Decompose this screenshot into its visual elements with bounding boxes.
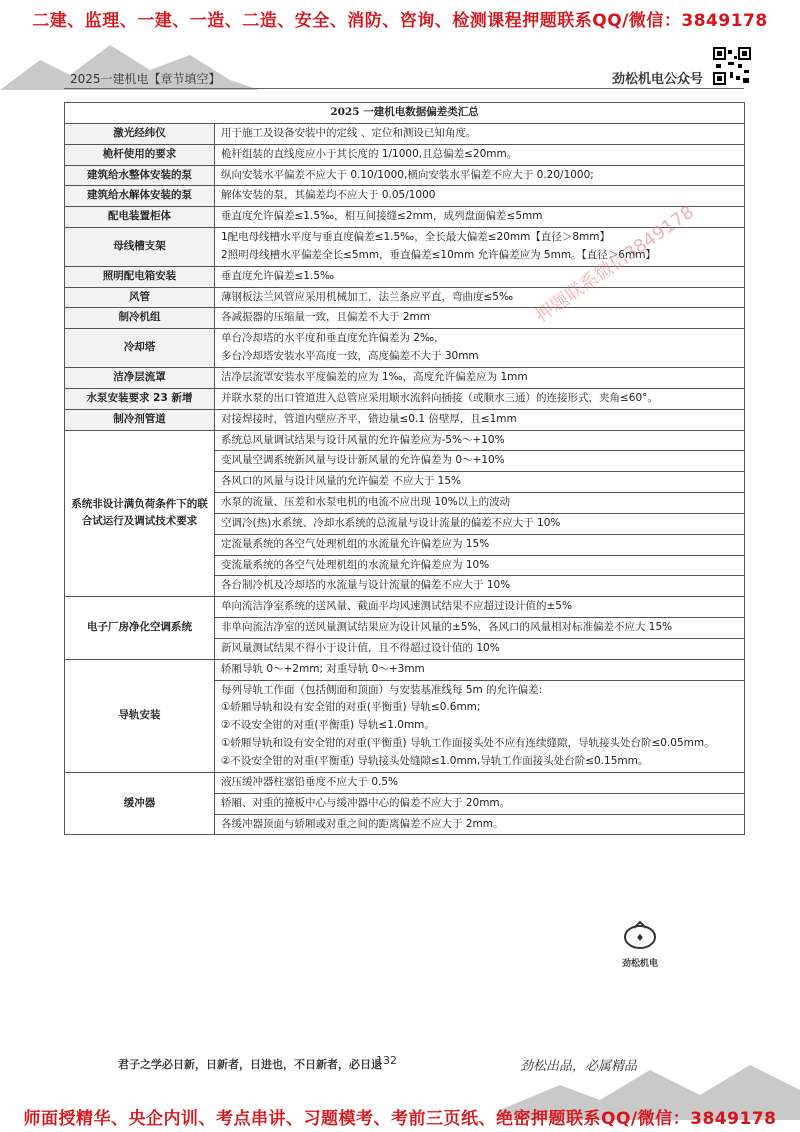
- row-category: 风管: [65, 287, 215, 308]
- account-name: 劲松机电公众号: [612, 72, 704, 87]
- row-content: 各缓冲器顶面与轿厢或对重之间的距离偏差不应大于 2mm。: [215, 814, 745, 835]
- row-content: 洁净层流罩安装水平度偏差的应为 1‰，高度允许偏差应为 1mm: [215, 367, 745, 388]
- group-category-cleanroom: 电子厂房净化空调系统: [65, 597, 215, 660]
- row-content: 用于施工及设备安装中的定线 、定位和测设已知角度。: [215, 123, 745, 144]
- row-content: 桅杆组装的直线度应小于其长度的 1/1000,且总偏差≤20mm。: [215, 144, 745, 165]
- table-row: [65, 597, 745, 618]
- content-line: ②不设安全钳的对重(平衡重) 导轨≤1.0mm。: [221, 719, 435, 732]
- row-category: 激光经纬仪: [65, 123, 215, 144]
- row-content: 非单向流洁净室的送风量测试结果应为设计风量的±5%，各风口的风量相对标准偏差不应大 15%: [215, 618, 745, 639]
- bottom-banner: 师面授精华、央企内训、考点串讲、习题模考、考前三页纸、绝密押题联系QQ/微信：3849178: [23, 1109, 777, 1129]
- footer-quote: 君子之学必日新，日新者，日进也，不日新者，必日退: [118, 1058, 382, 1071]
- page-number: 132: [376, 1054, 397, 1067]
- content-line: ①轿厢导轨和设有安全钳的对重(平衡重) 导轨≤0.6mm;: [221, 701, 481, 714]
- row-content: 液压缓冲器柱塞铅垂度不应大于 0.5%: [215, 772, 745, 793]
- mountain-ink-painting-top-left: [0, 30, 260, 100]
- table-row: [65, 659, 745, 680]
- brand-logo-text: 劲松机电: [621, 959, 658, 969]
- group-category-guide-rail: 导轨安装: [65, 659, 215, 772]
- header-rule: [64, 88, 744, 89]
- row-category: 配电装置柜体: [65, 207, 215, 228]
- chapter-header: 2025一建机电【章节填空】: [70, 72, 221, 86]
- content-line: ②不设安全钳的对重(平衡重) 导轨接头处缝隙≤1.0mm,导轨工作面接头处台阶≤0.15mm。: [221, 755, 649, 767]
- row-category: 制冷剂管道: [65, 409, 215, 430]
- table-row: [65, 144, 745, 165]
- watermark-text: 押题联系微信3849178: [531, 201, 699, 327]
- row-content: 垂直度允许偏差≤1.5‰，相互间接缝≤2mm，成列盘面偏差≤5mm: [215, 207, 745, 228]
- row-category: 建筑给水整体安装的泵: [65, 165, 215, 186]
- deviation-summary-table: [64, 102, 745, 835]
- row-content: 解体安装的泵，其偏差均不应大于 0.05/1000: [215, 186, 745, 207]
- row-content: 纵向安装水平偏差不应大于 0.10/1000,横向安装水平偏差不应大于 0.20/1000;: [215, 165, 745, 186]
- row-content: 薄钢板法兰风管应采用机械加工，法兰条应平直，弯曲度≤5‰: [215, 287, 745, 308]
- row-content: 定流量系统的各空气处理机组的水流量允许偏差应为 15%: [215, 534, 745, 555]
- document-title: 2025 一建机电数据偏差类汇总: [65, 103, 745, 124]
- row-content: 单向流洁净室系统的送风量、截面平均风速测试结果不应超过设计值的±5%: [215, 597, 745, 618]
- content-line: ①轿厢导轨和设有安全钳的对重(平衡重) 导轨工作面接头处不应有连续缝隙，导轨接头处台阶≤0.05mm。: [221, 737, 715, 750]
- group-category-buffer: 缓冲器: [65, 772, 215, 835]
- row-content: 并联水泵的出口管道进入总管应采用顺水流斜向插接（或顺水三通）的连接形式，夹角≤60°。: [215, 388, 745, 409]
- row-content: 对接焊接时，管道内壁应齐平，错边量≤0.1 倍壁厚，且≤1mm: [215, 409, 745, 430]
- table-row: [65, 287, 745, 308]
- table-row: [65, 308, 745, 329]
- row-content: 各风口的风量与设计风量的允许偏差 不应大于 15%: [215, 472, 745, 493]
- row-category: 水泵安装要求 23 新增: [65, 388, 215, 409]
- row-content: [215, 680, 745, 772]
- row-content: 轿厢导轨 0～+2mm; 对重导轨 0～+3mm: [215, 659, 745, 680]
- row-content: 水泵的流量、压差和水泵电机的电流不应出现 10%以上的波动: [215, 493, 745, 514]
- row-content: 各减振器的压缩量一致，且偏差不大于 2mm: [215, 308, 745, 329]
- table-row: [65, 409, 745, 430]
- svg-text:♦: ♦: [635, 933, 645, 944]
- table-row: [65, 772, 745, 793]
- row-content: [215, 329, 745, 368]
- row-category: 照明配电箱安装: [65, 266, 215, 287]
- group-category-commissioning: 系统非设计满负荷条件下的联合试运行及调试技术要求: [65, 430, 215, 597]
- top-banner: 二建、监理、一建、一造、二造、安全、消防、咨询、检测课程押题联系QQ/微信：3849178: [32, 11, 768, 31]
- table-row: [65, 207, 745, 228]
- content-line: 单台冷却塔的水平度和垂直度允许偏差为 2‰，: [221, 332, 445, 345]
- row-category: 冷却塔: [65, 329, 215, 368]
- row-content: 新风量测试结果不得小于设计值，且不得超过设计值的 10%: [215, 638, 745, 659]
- content-line: 1配电母线槽水平度与垂直度偏差≤1.5‰，全长最大偏差≤20mm【直径＞8mm】: [221, 231, 611, 244]
- row-content: 变风量空调系统新风量与设计新风量的允许偏差为 0～+10%: [215, 451, 745, 472]
- content-line: 每列导轨工作面（包括侧面和顶面）与安装基准线每 5m 的允许偏差:: [221, 683, 543, 696]
- row-content: 系统总风量调试结果与设计风量的允许偏差应为-5%～+10%: [215, 430, 745, 451]
- table-row: [65, 388, 745, 409]
- row-category: 制冷机组: [65, 308, 215, 329]
- table-row: [65, 329, 745, 368]
- row-category: 母线槽支架: [65, 228, 215, 267]
- brand-logo-icon: [622, 920, 658, 950]
- row-content: 变流量系统的各空气处理机组的水流量允许偏差应为 10%: [215, 555, 745, 576]
- row-category: 洁净层流罩: [65, 367, 215, 388]
- table-row: [65, 186, 745, 207]
- qr-code-icon: [712, 46, 752, 86]
- table-row: [65, 165, 745, 186]
- row-content: 空调冷(热)水系统、冷却水系统的总流量与设计流量的偏差不应大于 10%: [215, 513, 745, 534]
- table-row: [65, 367, 745, 388]
- content-line: 2照明母线槽水平偏差全长≤5mm，垂直偏差≤10mm 允许偏差应为 5mm。【直径＞6mm】: [221, 248, 656, 261]
- row-content: 轿厢、对重的撞板中心与缓冲器中心的偏差不应大于 20mm。: [215, 793, 745, 814]
- table-row: [65, 266, 745, 287]
- row-category: 建筑给水解体安装的泵: [65, 186, 215, 207]
- row-category: 桅杆使用的要求: [65, 144, 215, 165]
- row-content: 垂直度允许偏差≤1.5‰: [215, 266, 745, 287]
- row-content: 各台制冷机及冷却塔的水流量与设计流量的偏差不应大于 10%: [215, 576, 745, 597]
- content-line: 多台冷却塔安装水平高度一致，高度偏差不大于 30mm: [221, 350, 479, 363]
- table-row: [65, 430, 745, 451]
- table-row: [65, 123, 745, 144]
- footer-motto: 劲松出品，必属精品: [520, 1059, 638, 1074]
- brand-logo: [610, 920, 670, 976]
